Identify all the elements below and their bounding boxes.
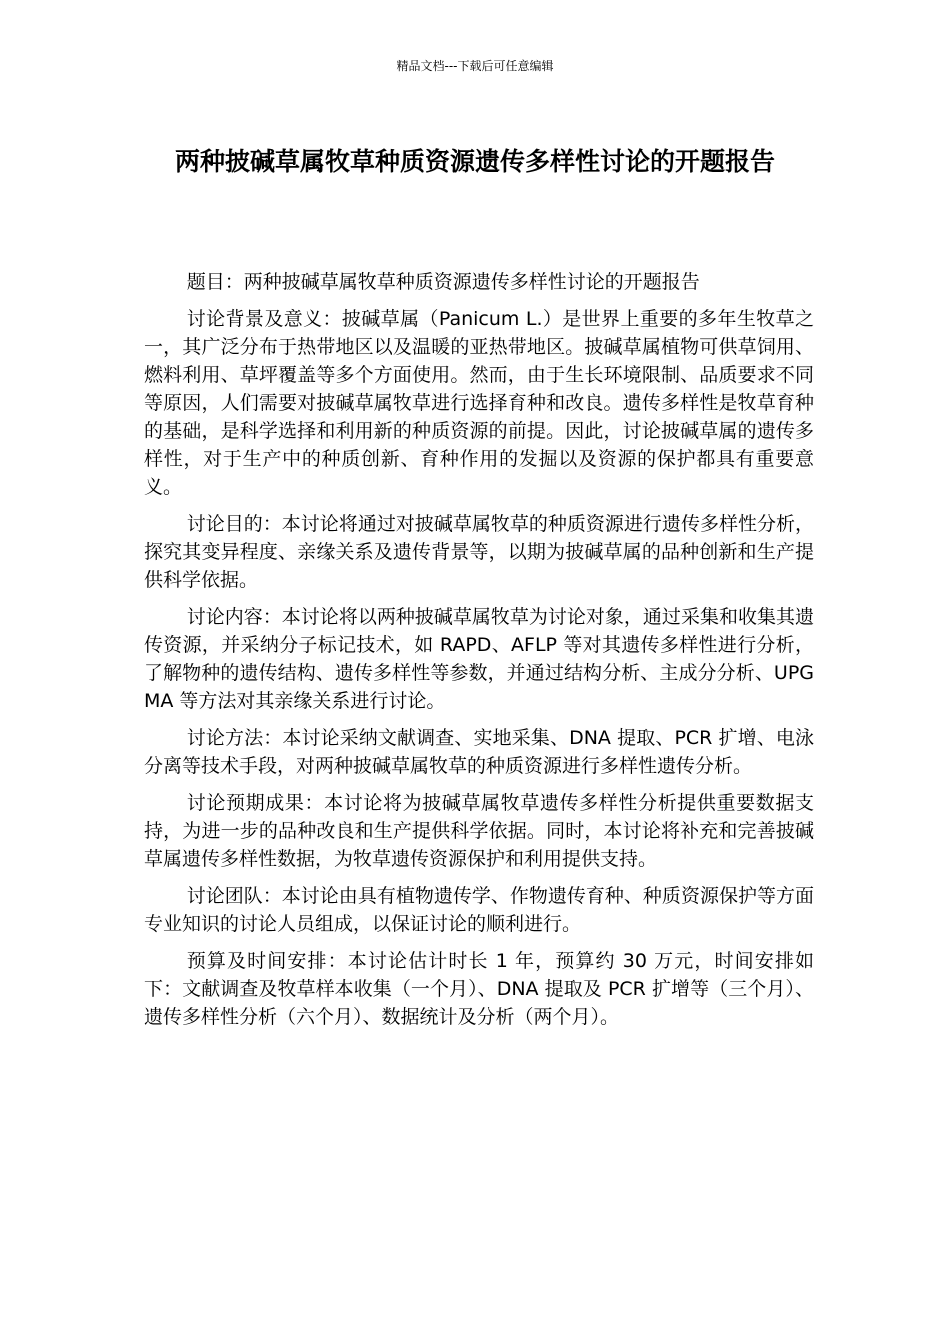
document-body — [144, 268, 814, 1040]
paragraph-objective: 讨论目的：本讨论将通过对披碱草属牧草的种质资源进行遗传多样性分析，探究其变异程度、亲缘关系及遗传背景等，以期为披碱草属的品种创新和生产提供科学依据。 — [144, 513, 814, 591]
paragraph-budget-schedule: 预算及时间安排：本讨论估计时长 1 年，预算约 30 万元，时间安排如下：文献调查及牧草样本收集（一个月）、DNA 提取及 PCR 扩增等（三个月）、遗传多样性分析（六个月）、数据统计及分析（两个月）。 — [144, 950, 814, 1028]
paragraph-background: 讨论背景及意义：披碱草属（Panicum L.）是世界上重要的多年生牧草之一，其广泛分布于热带地区以及温暖的亚热带地区。披碱草属植物可供草饲用、燃料利用、草坪覆盖等多个方面使用。然而，由于生长环境限制、品质要求不同等原因，人们需要对披碱草属牧草进行选择育种和改良。遗传多样性是牧草育种的基础，是科学选择和利用新的种质资源的前提。因此，讨论披碱草属的遗传多样性，对于生产中的种质创新、育种作用的发掘以及资源的保护都具有重要意义。 — [144, 308, 814, 498]
paragraph-method: 讨论方法：本讨论采纳文献调查、实地采集、DNA 提取、PCR 扩增、电泳分离等技术手段，对两种披碱草属牧草的种质资源进行多样性遗传分析。 — [144, 727, 814, 777]
paragraph-topic: 题目：两种披碱草属牧草种质资源遗传多样性讨论的开题报告 — [186, 271, 700, 293]
document-title: 两种披碱草属牧草种质资源遗传多样性讨论的开题报告 — [174, 147, 775, 176]
paragraph-content: 讨论内容：本讨论将以两种披碱草属牧草为讨论对象，通过采集和收集其遗传资源，并采纳分子标记技术，如 RAPD、AFLP 等对其遗传多样性进行分析，了解物种的遗传结构、遗传多样性等参数，并通过结构分析、主成分分析、UPGMA 等方法对其亲缘关系进行讨论。 — [144, 606, 814, 712]
paragraph-team: 讨论团队：本讨论由具有植物遗传学、作物遗传育种、种质资源保护等方面专业知识的讨论人员组成，以保证讨论的顺利进行。 — [144, 885, 814, 935]
paragraph-expected-results: 讨论预期成果：本讨论将为披碱草属牧草遗传多样性分析提供重要数据支持，为进一步的品种改良和生产提供科学依据。同时，本讨论将补充和完善披碱草属遗传多样性数据，为牧草遗传资源保护和利用提供支持。 — [144, 792, 814, 870]
header-note: 精品文档---下载后可任意编辑 — [396, 59, 554, 73]
